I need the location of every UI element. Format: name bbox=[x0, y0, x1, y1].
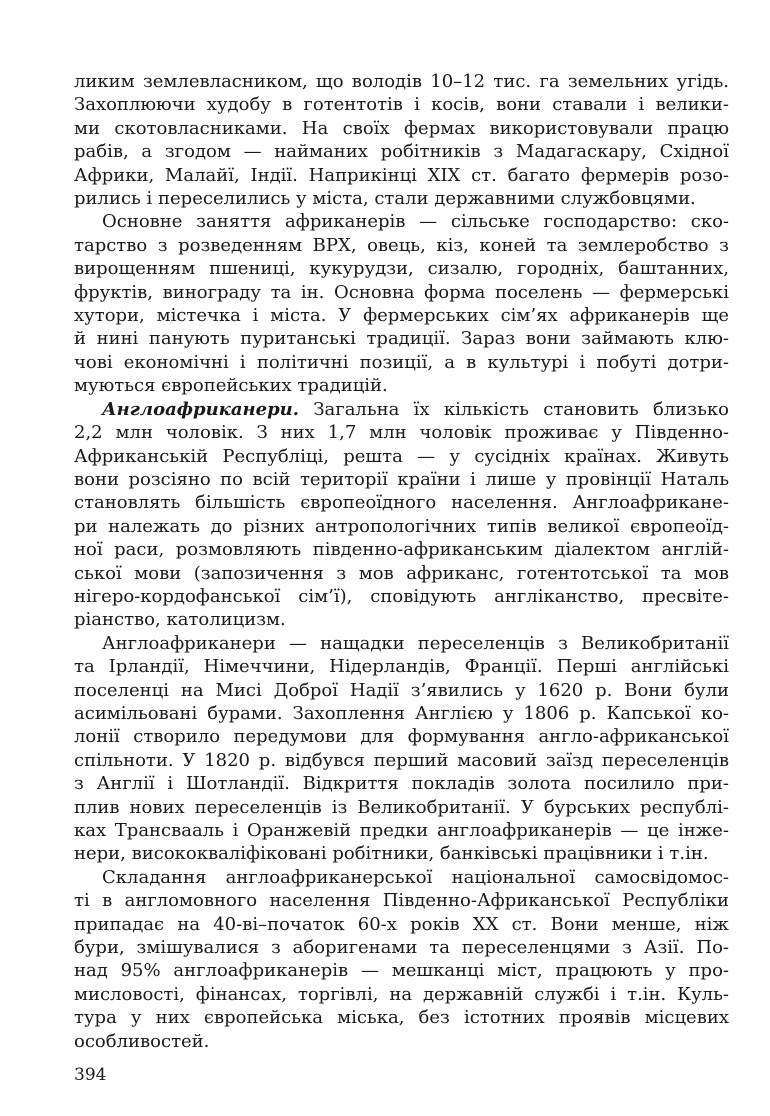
text-line: нери, висококваліфіковані робітники, банківські працівники і т.ін. bbox=[74, 843, 709, 865]
text-line: ри належать до різних антропологічних типів великої європеоїд- bbox=[74, 515, 729, 537]
paragraph-3 bbox=[74, 398, 729, 632]
text-line: вирощенням пшениці, кукурудзи, сизалю, городніх, баштанних, bbox=[74, 258, 729, 280]
text-line: 2,2 млн чоловік. З них 1,7 млн чоловік проживає у Південно- bbox=[74, 422, 729, 444]
text-line: Англоафриканери — нащадки переселенців з Великобританії bbox=[102, 632, 729, 654]
text-line: асимільовані бурами. Захоплення Англією у 1806 р. Капської ко- bbox=[74, 702, 729, 724]
text-line: бури, змішувалися з аборигенами та переселенцями з Азії. По- bbox=[74, 937, 729, 959]
text-line: Африки, Малайї, Індії. Наприкінці XIX ст. багато фермерів розо- bbox=[74, 164, 729, 186]
text-line: плив нових переселенців із Великобританії. У бурських республі- bbox=[74, 796, 729, 818]
page-number: 394 bbox=[74, 1065, 107, 1085]
paragraph-5 bbox=[74, 866, 729, 1053]
text-line: хутори, містечка і міста. У фермерських сім’ях африканерів ще bbox=[74, 305, 729, 327]
text-line: становлять більшість європеоїдного населення. Англоафрикане- bbox=[74, 492, 729, 514]
text-line: та Ірландії, Німеччини, Нідерландів, Франції. Перші англійські bbox=[74, 656, 729, 678]
text-line: Основне заняття африканерів — сільське господарство: ско- bbox=[102, 211, 729, 233]
page-body bbox=[74, 70, 729, 1053]
text-line: поселенці на Мисі Доброї Надії з’явились у 1620 р. Вони були bbox=[74, 679, 729, 701]
text-line: Складання англоафриканерської національної самосвідомос- bbox=[102, 866, 729, 888]
text-line: ках Трансвааль і Оранжевій предки англоафриканерів — це інже- bbox=[74, 820, 729, 841]
text-line: нігеро-кордофанської сім’ї), сповідують англіканство, пресвіте- bbox=[74, 585, 729, 607]
paragraph-1 bbox=[74, 70, 729, 210]
text-line: рабів, а згодом — найманих робітників з Мадагаскару, Східної bbox=[74, 141, 729, 163]
text-line: тарство з розведенням ВРХ, овець, кіз, коней та землеробство з bbox=[74, 234, 729, 256]
text-line: вони розсіяно по всій території країни і лише у провінції Наталь bbox=[74, 468, 729, 490]
text-line: особливостей. bbox=[74, 1030, 210, 1052]
text-line: ської мови (запозичення з мов африканс, готентотської та мов bbox=[74, 562, 729, 584]
text-line: й нині панують пуританські традиції. Зараз вони займають клю- bbox=[74, 328, 729, 350]
text-line: ми скотовласниками. На своїх фермах використовували працю bbox=[74, 117, 729, 139]
text-line: Африканській Республіці, решта — у сусідніх країнах. Живуть bbox=[74, 445, 729, 467]
text-line: спільноти. У 1820 р. відбувся перший масовий заїзд переселенців bbox=[74, 749, 729, 771]
text-line: з Англії і Шотландії. Відкриття покладів золота посилило при- bbox=[74, 773, 729, 795]
paragraph-2 bbox=[74, 210, 729, 397]
text-line: ріанство, католицизм. bbox=[74, 609, 286, 631]
text-line bbox=[74, 398, 729, 421]
text-line: мисловості, фінансах, торгівлі, на державній службі і т.ін. Куль- bbox=[74, 983, 729, 1005]
paragraph-4 bbox=[74, 632, 729, 866]
text-line: рились і переселились у міста, стали державними службовцями. bbox=[74, 188, 696, 210]
text-line: ті в англомовного населення Південно-Африканської Республіки bbox=[74, 890, 729, 912]
text-line: припадає на 40-ві–початок 60-х років XX ст. Вони менше, ніж bbox=[74, 913, 729, 935]
text-line: лонії створило передумови для формування англо-африканської bbox=[74, 726, 729, 748]
text-line: Захоплюючи худобу в готентотів і косів, вони ставали і велики- bbox=[74, 94, 729, 116]
text-line: чові економічні і політичні позиції, а в культурі і побуті дотри- bbox=[74, 351, 729, 373]
text-line: муються європейських традицій. bbox=[74, 375, 388, 397]
text-line: фруктів, винограду та ін. Основна форма поселень — фермерські bbox=[74, 281, 729, 303]
text-line: ликим землевласником, що володів 10–12 тис. га земельних угідь. bbox=[74, 71, 729, 92]
text-fragment: Загальна їх кількість становить близько bbox=[313, 398, 729, 420]
section-term: Англоафриканери. bbox=[102, 398, 300, 420]
text-line: тура у них європейська міська, без істотних проявів місцевих bbox=[74, 1007, 729, 1029]
text-line: ної раси, розмовляють південно-африканським діалектом англій- bbox=[74, 539, 729, 561]
text-line: над 95% англоафриканерів — мешканці міст, працюють у про- bbox=[74, 960, 729, 982]
